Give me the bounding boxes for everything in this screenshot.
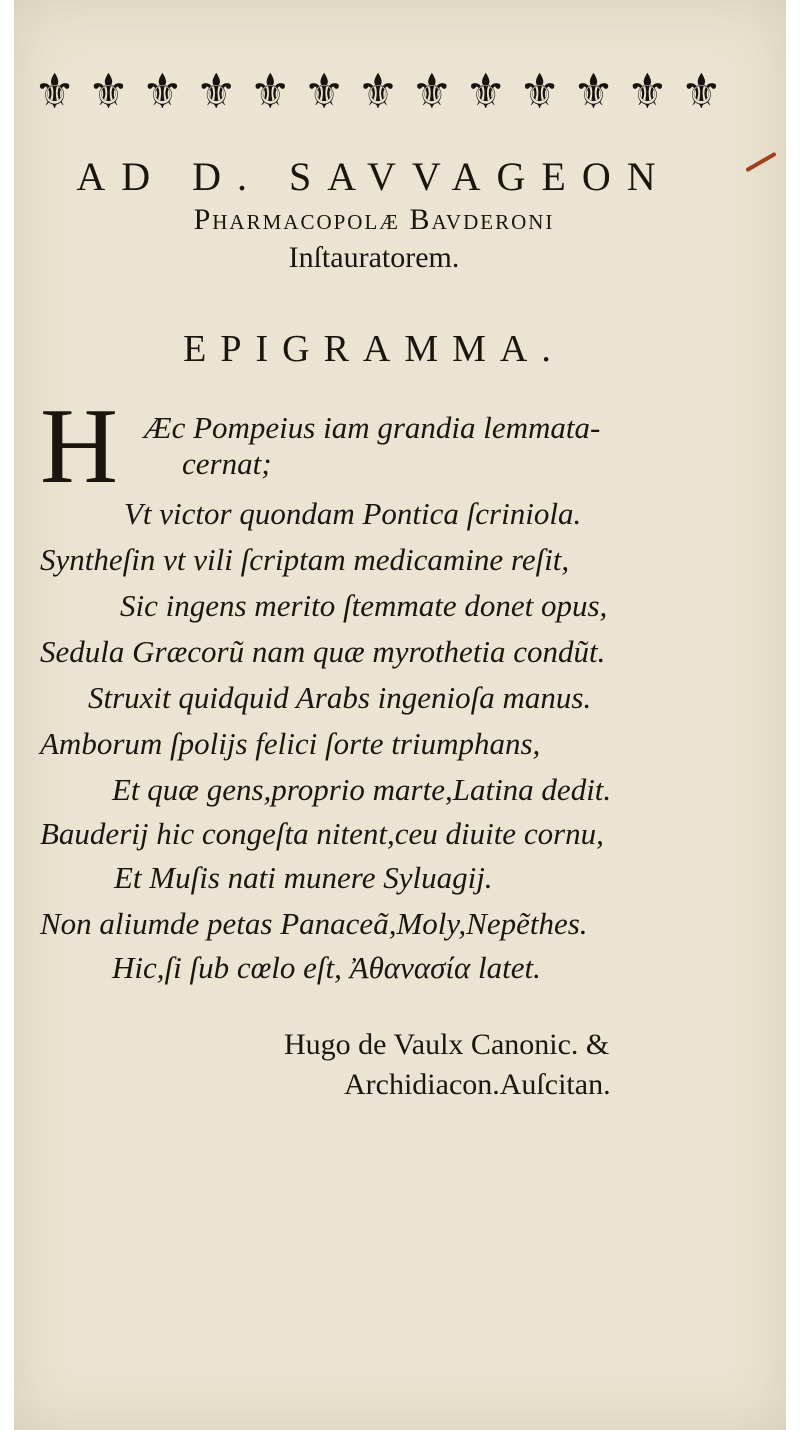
fleur-de-lis-icon: ⚜	[411, 62, 451, 120]
poem-line: Hic,ſi ſub cœlo eſt, Ἀθανασία latet.	[112, 950, 541, 985]
heading-line-2: Pharmacopolæ Bavderoni	[193, 203, 555, 236]
fleur-de-lis-icon: ⚜	[303, 62, 343, 120]
drop-cap: H	[40, 387, 118, 506]
fleur-de-lis-icon: ⚜	[465, 62, 505, 120]
poem-line: Non aliumde petas Panaceã,Moly,Nepẽthes.	[40, 906, 588, 941]
poem-line: Sic ingens merito ſtemmate donet opus,	[120, 588, 608, 623]
poem-line: Æc Pompeius iam grandia lemmata-	[144, 410, 601, 445]
signature	[284, 1025, 724, 1105]
poem-line: Et Muſis nati munere Syluagij.	[114, 860, 493, 895]
signature-line-1: Hugo de Vaulx Canonic. &	[284, 1028, 610, 1061]
poem-line: Syntheſin vt vili ſcriptam medicamine reſit,	[40, 542, 570, 577]
ink-mark	[745, 152, 776, 172]
poem-line: Struxit quidquid Arabs ingenioſa manus.	[88, 680, 592, 715]
fleur-de-lis-icon: ⚜	[141, 62, 182, 120]
fleur-de-lis-icon: ⚜	[87, 62, 128, 120]
poem-line: Vt victor quondam Pontica ſcriniola.	[124, 496, 582, 531]
poem-line: Bauderij hic congeſta nitent,ceu diuite cornu,	[40, 816, 604, 851]
book-page	[14, 0, 786, 1430]
poem-line: Amborum ſpolijs felici ſorte triumphans,	[40, 726, 541, 761]
fleur-de-lis-icon: ⚜	[572, 62, 613, 120]
poem-line: Sedula Græcorũ nam quæ myrothetia condũt.	[40, 634, 606, 669]
heading	[54, 152, 694, 278]
fleur-de-lis-icon: ⚜	[680, 62, 720, 120]
poem-line: cernat;	[182, 446, 272, 481]
section-title: EPIGRAMMA.	[183, 328, 565, 370]
fleur-de-lis-icon: ⚜	[249, 62, 289, 120]
signature-line-2: Archidiacon.Auſcitan.	[344, 1068, 611, 1101]
fleur-de-lis-icon: ⚜	[195, 62, 235, 120]
fleur-de-lis-icon: ⚜	[357, 62, 397, 120]
fleur-de-lis-ornament-band	[34, 62, 720, 120]
heading-line-3: Inſtauratorem.	[288, 241, 460, 274]
fleur-de-lis-icon: ⚜	[34, 62, 74, 120]
fleur-de-lis-icon: ⚜	[519, 62, 559, 120]
heading-line-1: AD D. SAVVAGEON	[76, 154, 672, 199]
poem-line: Et quæ gens,proprio marte,Latina dedit.	[112, 772, 612, 807]
fleur-de-lis-icon: ⚜	[626, 62, 667, 120]
